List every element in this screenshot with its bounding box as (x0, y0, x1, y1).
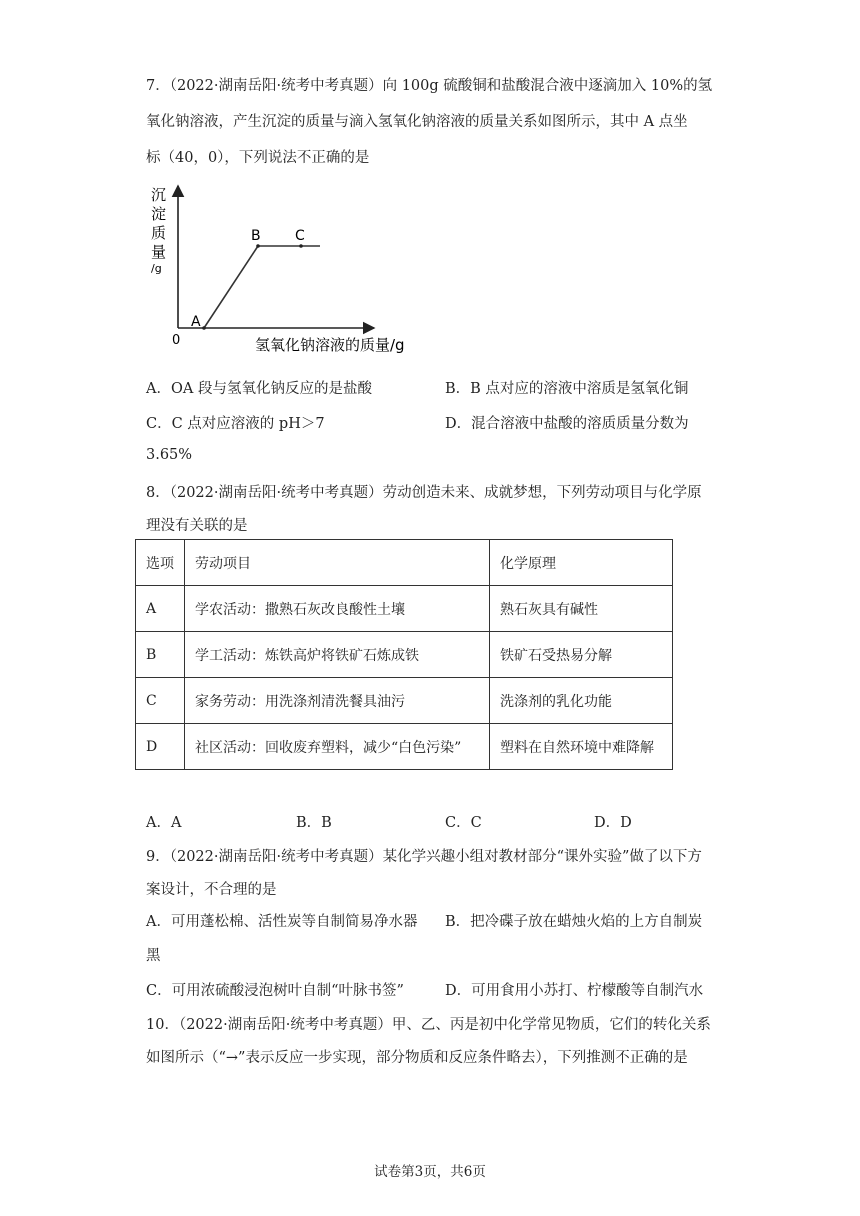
q8-option-b[interactable]: B．B (296, 815, 332, 831)
q9-option-d[interactable]: D．可用食用小苏打、柠檬酸等自制汽水 (445, 983, 704, 999)
point-c-label: C (295, 228, 305, 244)
point-a (202, 326, 206, 330)
table-cell: 熟石灰具有碱性 (490, 586, 673, 632)
table-header-cell: 化学原理 (490, 540, 673, 586)
point-b-label: B (251, 228, 261, 244)
q7-option-d-continued: 3.65% (146, 447, 193, 463)
table-cell: 社区活动：回收废弃塑料，减少“白色污染” (185, 724, 490, 770)
y-axis-label-char: 淀 (151, 205, 167, 223)
table-row (136, 586, 673, 632)
page-footer: 试卷第3页，共6页 (374, 1164, 486, 1180)
q8-stem-line-2: 理没有关联的是 (146, 518, 248, 534)
table-cell: 家务劳动：用洗涤剂清洗餐具油污 (185, 678, 490, 724)
y-axis-label-char: 沉 (151, 186, 167, 204)
q7-option-a[interactable]: A．OA 段与氢氧化钠反应的是盐酸 (146, 381, 372, 397)
table-header-cell: 劳动项目 (185, 540, 490, 586)
x-axis-label: 氢氧化钠溶液的质量/g (255, 336, 405, 354)
curve-segment-ab (204, 246, 258, 328)
q9-option-b-continued: 黑 (146, 948, 161, 964)
q7-option-c[interactable]: C．C 点对应溶液的 pH＞7 (146, 416, 325, 432)
table-header-cell: 选项 (136, 540, 185, 586)
y-axis-label-char: 质 (151, 224, 167, 242)
q7-stem-line-3: 标（40，0），下列说法不正确的是 (146, 150, 370, 166)
q7-precipitate-graph (140, 180, 420, 360)
table-cell: D (136, 724, 185, 770)
table-cell: 铁矿石受热易分解 (490, 632, 673, 678)
y-axis-unit: /g (151, 262, 162, 275)
point-b (256, 244, 260, 248)
table-header-row (136, 540, 673, 586)
table-row (136, 632, 673, 678)
table-cell: 塑料在自然环境中难降解 (490, 724, 673, 770)
table-row (136, 724, 673, 770)
q10-stem-line-1: 10．（2022·湖南岳阳·统考中考真题）甲、乙、丙是初中化学常见物质，它们的转化关系 (146, 1017, 711, 1033)
q7-option-d[interactable]: D．混合溶液中盐酸的溶质质量分数为 (445, 416, 689, 432)
origin-label: 0 (172, 333, 181, 348)
table-cell: C (136, 678, 185, 724)
q9-stem-line-2: 案设计，不合理的是 (146, 882, 277, 898)
table-cell: 学工活动：炼铁高炉将铁矿石炼成铁 (185, 632, 490, 678)
q10-stem-line-2: 如图所示（“→”表示反应一步实现，部分物质和反应条件略去），下列推测不正确的是 (146, 1050, 688, 1066)
table-cell: 学农活动：撒熟石灰改良酸性土壤 (185, 586, 490, 632)
q7-option-b[interactable]: B．B 点对应的溶液中溶质是氢氧化铜 (445, 381, 689, 397)
q9-option-b[interactable]: B．把冷碟子放在蜡烛火焰的上方自制炭 (445, 914, 703, 930)
q8-table (135, 539, 673, 770)
q8-option-c[interactable]: C．C (445, 815, 482, 831)
q9-option-a[interactable]: A．可用蓬松棉、活性炭等自制简易净水器 (146, 914, 418, 930)
point-c (299, 244, 303, 248)
q9-stem-line-1: 9．（2022·湖南岳阳·统考中考真题）某化学兴趣小组对教材部分“课外实验”做了以下方 (146, 849, 702, 865)
y-axis-label-char: 量 (151, 243, 167, 261)
table-cell: B (136, 632, 185, 678)
table-row (136, 678, 673, 724)
q8-option-a[interactable]: A．A (146, 815, 182, 831)
q8-stem-line-1: 8．（2022·湖南岳阳·统考中考真题）劳动创造未来、成就梦想，下列劳动项目与化学原 (146, 485, 702, 501)
point-a-label: A (191, 314, 201, 330)
q8-option-d[interactable]: D．D (594, 815, 632, 831)
table-cell: 洗涤剂的乳化功能 (490, 678, 673, 724)
table-cell: A (136, 586, 185, 632)
q7-stem-line-1: 7．（2022·湖南岳阳·统考中考真题）向 100g 硫酸铜和盐酸混合液中逐滴加入 10%的氢 (146, 78, 713, 94)
q9-option-c[interactable]: C．可用浓硫酸浸泡树叶自制“叶脉书签” (146, 983, 404, 999)
q7-stem-line-2: 氧化钠溶液，产生沉淀的质量与滴入氢氧化钠溶液的质量关系如图所示，其中 A 点坐 (146, 114, 688, 130)
